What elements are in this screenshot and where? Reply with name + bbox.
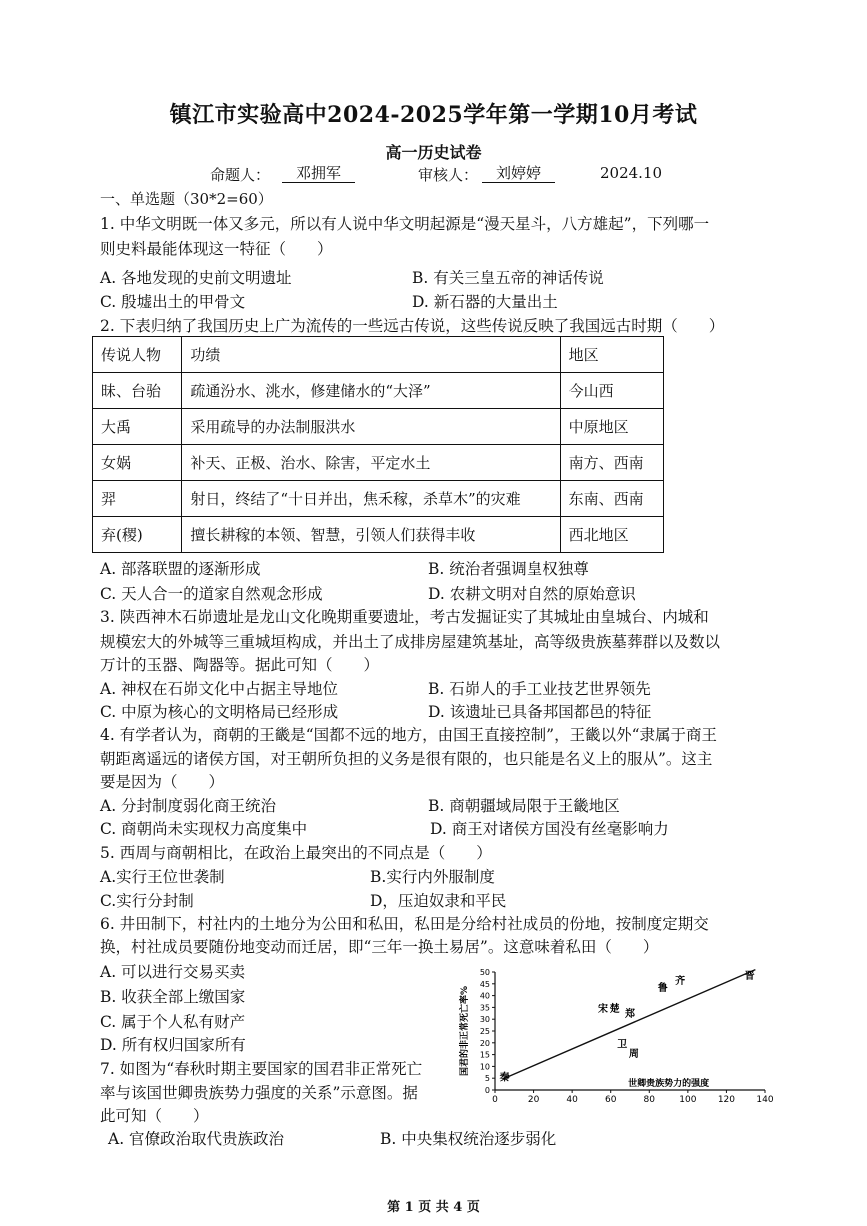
y-tick-label: 0 (484, 1086, 490, 1095)
y-tick-label: 40 (479, 991, 490, 1001)
y-tick-label: 25 (479, 1027, 490, 1036)
x-axis-label: 世卿贵族势力的强度 (628, 1079, 710, 1089)
x-tick-label: 100 (679, 1095, 697, 1105)
q7-option-b: B. 中央集权统治逐步弱化 (380, 1130, 557, 1148)
table-cell: 射日，终结了“十日并出，焦禾稼，杀草木”的灾难 (182, 481, 560, 517)
y-tick-label: 45 (479, 979, 490, 989)
x-tick-label: 120 (717, 1095, 736, 1105)
table-cell: 女娲 (93, 445, 182, 481)
q4-option-d: D. 商王对诸侯方国没有丝毫影响力 (430, 820, 669, 838)
reviewer-label: 审核人： (418, 166, 479, 184)
point-label: 鲁 (657, 982, 668, 994)
q6-option-b: B. 收获全部上缴国家 (100, 988, 246, 1006)
q1-stem-line1: 1. 中华文明既一体又多元，所以有人说中华文明起源是“漫天星斗，八方雄起”，下列哪一 (100, 215, 710, 233)
q2-option-b: B. 统治者强调皇权独尊 (428, 560, 589, 578)
point-label: 卫 (617, 1039, 628, 1051)
q7-stem-line3: 此可知（ ） (100, 1107, 209, 1125)
table-row (93, 445, 664, 481)
table-row (93, 373, 664, 409)
x-tick-label: 20 (527, 1095, 540, 1105)
table-header-cell: 功绩 (182, 337, 560, 373)
q6-option-c: C. 属于个人私有财产 (100, 1013, 246, 1031)
y-tick-label: 20 (479, 1038, 490, 1048)
q5-option-a: A.实行王位世袭制 (100, 868, 225, 886)
point-label: 郑 (625, 1008, 635, 1020)
table-cell: 采用疏导的办法制服洪水 (182, 409, 560, 445)
trend-line (505, 970, 756, 1079)
reviewer-name: 刘婷婷 (482, 164, 555, 183)
table-cell: 大禹 (93, 409, 182, 445)
q1-option-d: D. 新石器的大量出土 (412, 293, 558, 311)
point-label: 周 (628, 1048, 639, 1060)
q2-option-a: A. 部落联盟的逐渐形成 (100, 560, 261, 578)
q3-option-c: C. 中原为核心的文明格局已经形成 (100, 703, 339, 721)
table-row (93, 481, 664, 517)
x-tick-label: 40 (566, 1095, 578, 1105)
q1-option-b: B. 有关三皇五帝的神话传说 (412, 269, 604, 287)
table-cell: 疏通汾水、洮水，修建储水的“大泽” (182, 373, 560, 409)
table-cell: 擅长耕稼的本领、智慧，引领人们获得丰收 (182, 517, 560, 553)
q4-stem-line3: 要是因为（ ） (100, 773, 225, 791)
q2-option-c: C. 天人合一的道家自然观念形成 (100, 585, 323, 603)
table-cell: 南方、西南 (560, 445, 663, 481)
y-tick-label: 10 (479, 1062, 490, 1072)
q6-stem-line1: 6. 井田制下，村社内的土地分为公田和私田，私田是分给村社成员的份地，按制度定期交 (100, 915, 709, 933)
legend-table (92, 336, 664, 553)
page-footer: 第 1 页 共 4 页 (387, 1200, 480, 1215)
x-tick-label: 60 (604, 1095, 617, 1105)
table-cell: 今山西 (560, 373, 663, 409)
q3-option-a: A. 神权在石峁文化中占据主导地位 (100, 680, 339, 698)
q3-stem-line3: 万计的玉器、陶器等。据此可知（ ） (100, 656, 380, 674)
q4-stem-line2: 朝距离遥远的诸侯方国，对王朝所负担的义务是很有限的，也只能是名义上的服从”。这主 (100, 750, 713, 768)
y-ticks (480, 968, 495, 1095)
y-tick-label: 15 (479, 1050, 490, 1060)
section-heading: 一、单选题（30*2=60） (100, 190, 273, 208)
y-tick-label: 30 (479, 1015, 490, 1025)
table-row (93, 409, 664, 445)
y-tick-label: 50 (479, 968, 490, 977)
table-header-row (93, 337, 664, 373)
q4-option-c: C. 商朝尚未实现权力高度集中 (100, 820, 308, 838)
q1-stem-line2: 则史料最能体现这一特征（ ） (100, 240, 333, 258)
q6-stem-line2: 换，村社成员要随份地变动而迁居，即“三年一换土易居”。这意味着私田（ ） (100, 938, 659, 956)
q5-option-d: D，压迫奴隶和平民 (370, 892, 507, 910)
table-cell: 弃(稷) (93, 517, 182, 553)
table-cell: 西北地区 (560, 517, 663, 553)
point-label: 齐 (675, 975, 686, 987)
table-header-cell: 传说人物 (93, 337, 182, 373)
q3-stem-line2: 规模宏大的外城等三重城垣构成，并出土了成排房屋建筑基址，高等级贵族墓葬群以及数以 (100, 633, 721, 651)
table-cell: 羿 (93, 481, 182, 517)
q3-option-b: B. 石峁人的手工业技艺世界领先 (428, 680, 651, 698)
point-label: 宋 (598, 1004, 608, 1016)
q4-stem-line1: 4. 有学者认为，商朝的王畿是“国都不远的地方，由国王直接控制”，王畿以外“隶属于商王 (100, 726, 717, 744)
x-tick-label: 0 (492, 1095, 498, 1105)
setter-name: 邓拥军 (282, 164, 355, 183)
q5-option-b: B.实行内外服制度 (370, 868, 495, 886)
paper-subtitle: 高一历史试卷 (385, 143, 482, 162)
q7-stem-line2: 率与该国世卿贵族势力强度的关系”示意图。据 (100, 1084, 418, 1102)
point-label: 楚 (609, 1004, 620, 1016)
table-cell: 东南、西南 (560, 481, 663, 517)
q6-option-d: D. 所有权归国家所有 (100, 1036, 246, 1054)
scatter-chart (455, 962, 785, 1112)
y-axis-label: 国君的非正常死亡率% (460, 985, 470, 1077)
point-label: 晋 (744, 971, 755, 983)
y-tick-label: 5 (484, 1074, 490, 1084)
table-header-cell: 地区 (560, 337, 663, 373)
q2-stem: 2. 下表归纳了我国历史上广为流传的一些远古传说，这些传说反映了我国远古时期（ ） (100, 317, 725, 335)
exam-date: 2024.10 (600, 164, 663, 182)
table-cell: 昧、台骀 (93, 373, 182, 409)
q7-option-a: A. 官僚政治取代贵族政治 (108, 1130, 285, 1148)
x-tick-label: 80 (643, 1095, 656, 1105)
table-cell: 补天、正极、治水、除害，平定水土 (182, 445, 560, 481)
q5-stem: 5. 西周与商朝相比，在政治上最突出的不同点是（ ） (100, 844, 492, 862)
table-cell: 中原地区 (560, 409, 663, 445)
x-ticks (492, 1090, 774, 1105)
setter-label: 命题人： (210, 166, 271, 184)
table-row (93, 517, 664, 553)
q5-option-c: C.实行分封制 (100, 892, 194, 910)
q4-option-a: A. 分封制度弱化商王统治 (100, 797, 277, 815)
q4-option-b: B. 商朝疆域局限于王畿地区 (428, 797, 620, 815)
exam-title: 镇江市实验高中2024-2025学年第一学期10月考试 (169, 102, 698, 128)
x-tick-label: 140 (756, 1095, 774, 1105)
q3-option-d: D. 该遗址已具备邦国都邑的特征 (428, 703, 652, 721)
q1-option-a: A. 各地发现的史前文明遗址 (100, 269, 292, 287)
q3-stem-line1: 3. 陕西神木石峁遗址是龙山文化晚期重要遗址，考古发掘证实了其城址由皇城台、内城和 (100, 608, 709, 626)
q6-option-a: A. 可以进行交易买卖 (100, 963, 246, 981)
point-label: 秦 (499, 1072, 510, 1084)
q7-stem-line1: 7. 如图为“春秋时期主要国家的国君非正常死亡 (100, 1060, 423, 1078)
q2-option-d: D. 农耕文明对自然的原始意识 (428, 585, 636, 603)
y-tick-label: 35 (479, 1003, 490, 1013)
q1-option-c: C. 殷墟出土的甲骨文 (100, 293, 246, 311)
